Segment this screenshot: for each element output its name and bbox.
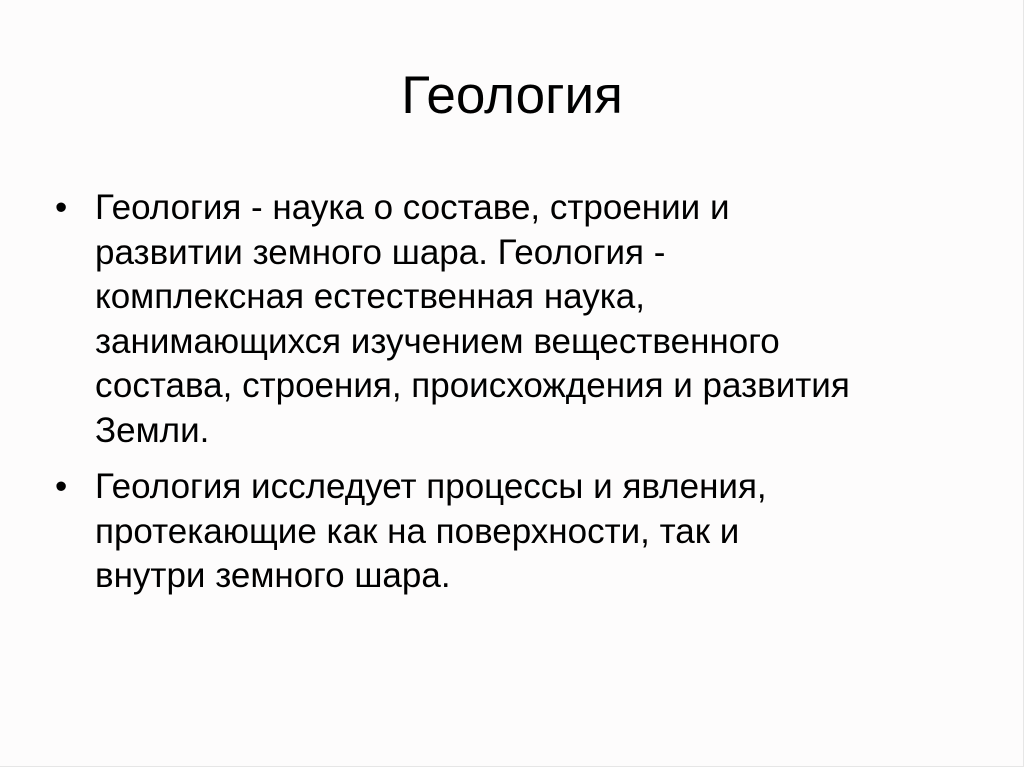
bullet-marker: •	[55, 467, 68, 506]
bullet-item	[55, 465, 985, 599]
slide-title: Геология	[401, 66, 623, 125]
bullet-list	[55, 186, 985, 599]
bullet-text: Геология исследует процессы и явления, протекающие как на поверхности, так и внутри земного шара.	[95, 467, 767, 595]
bullet-text: Геология - наука о составе, строении и развитии земного шара. Геология - комплексная естественная наука, занимающихся изучением вещественного состава, строения, происхождения и развития Земли.	[95, 188, 850, 450]
bullet-marker: •	[55, 188, 68, 227]
bullet-item	[55, 186, 985, 453]
